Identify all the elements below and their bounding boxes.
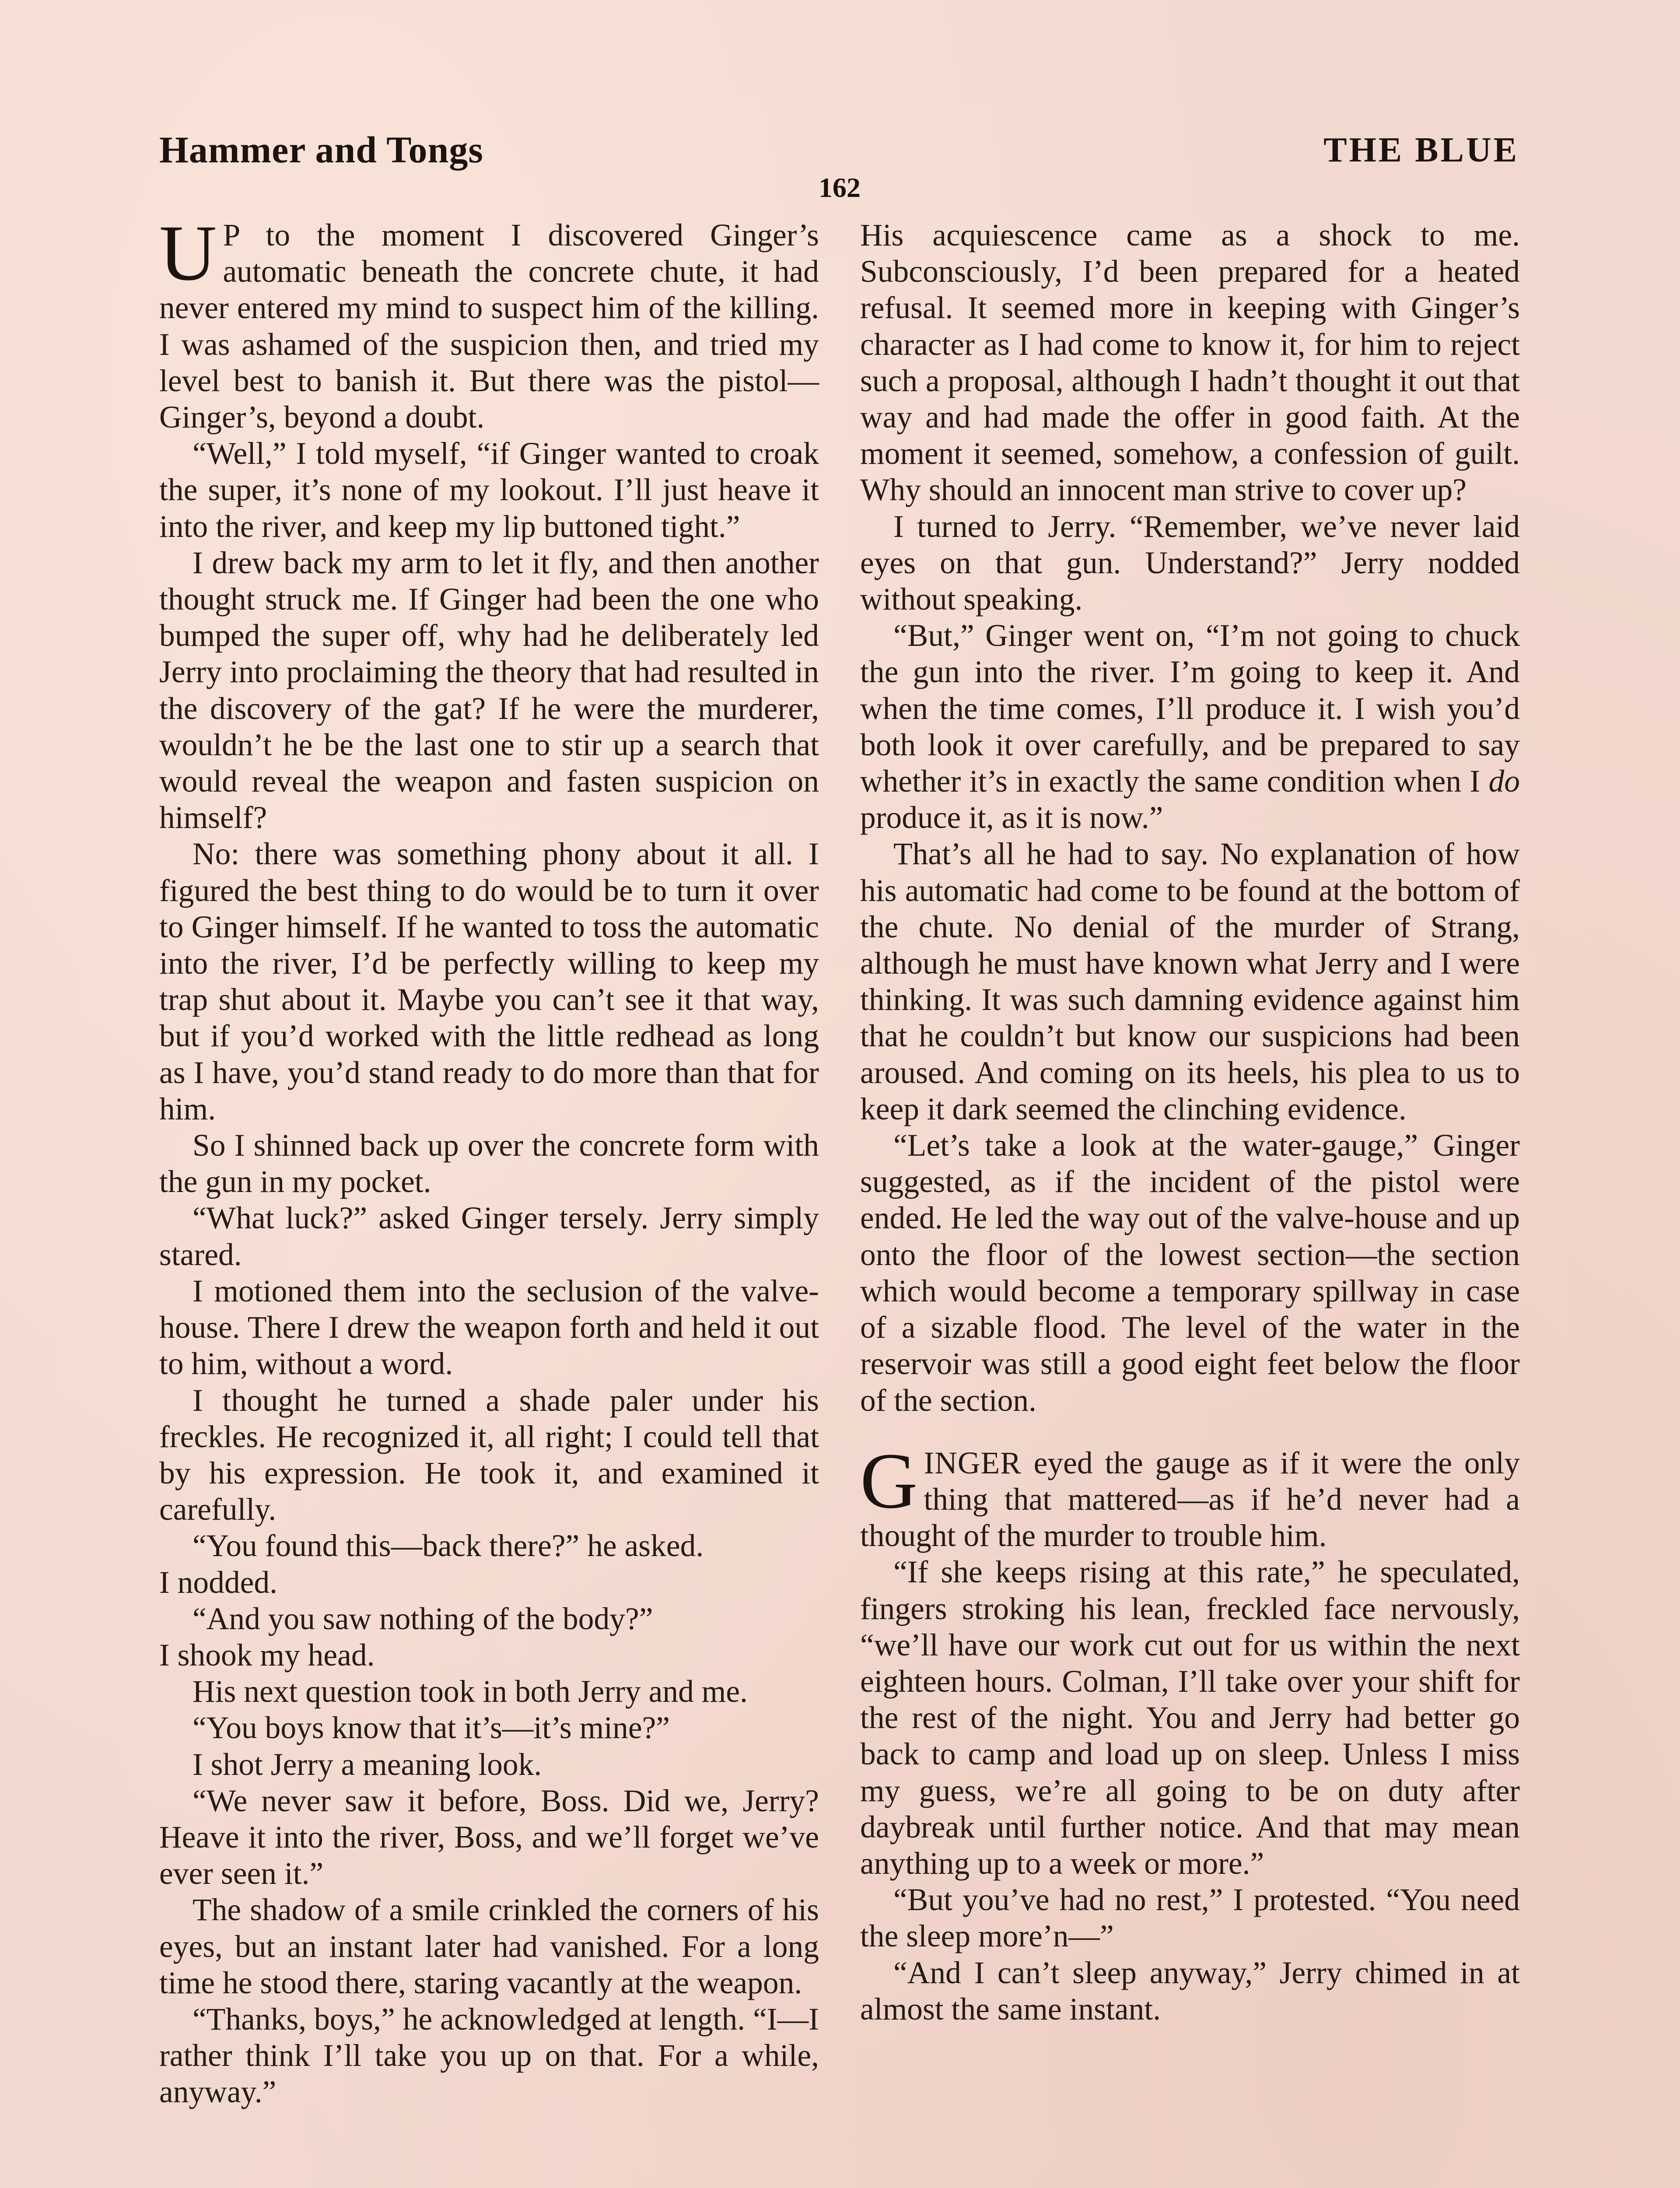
paragraph: His acquiescence came as a shock to me. Subconsciously, I’d been prepared for a heated refusal. It seemed more in keeping with Ginger’s character as I had come to know it, for him to reject such a proposal, although I hadn’t thought it out that way and had made the offer in good faith. At the moment it seemed, somehow, a confession of guilt. Why should an innocent man strive to cover up? (860, 218, 1520, 508)
paragraph: “You boys know that it’s—it’s mine?” (192, 1711, 670, 1746)
paragraph: I shot Jerry a meaning look. (192, 1747, 542, 1782)
paragraph: “If she keeps rising at this rate,” he speculated, fingers stroking his lean, freckled face nervously, “we’ll have our work cut out for us within the next eighteen hours. Colman, I’ll take over your shift for the rest of the night. You and Jerry had better go back to camp and load up on sleep. Unless I miss my guess, we’re all going to be on duty after daybreak until further notice. And that may mean anything up to a week or more.” (860, 1555, 1520, 1881)
paragraph: His next question took in both Jerry and me. (192, 1674, 748, 1709)
page-number: 162 (819, 172, 861, 203)
paragraph: No: there was something phony about it all. I figured the best thing to do would be to turn it over to Ginger himself. If he wanted to toss the automatic into the river, I’d be perfectly willing to keep my trap shut about it. Maybe you can’t see it that way, but if you’d worked with the little redhead as long as I have, you’d stand ready to do more than that for him. (159, 837, 819, 1126)
paragraph-text: eyed the gauge as if it were the only thing that mattered—as if he’d never had a thought of the murder to trouble him. (860, 1445, 1520, 1553)
drop-cap: U (159, 209, 217, 297)
right-text-column (860, 217, 1520, 2027)
paragraph: That’s all he had to say. No explanation of how his automatic had come to be found at the bottom of the chute. No denial of the murder of Strang, although he must have known what Jerry and I were thinking. It was such damning evidence against him that he couldn’t but know our suspicions had been aroused. And coming on its heels, his plea to us to keep it dark seemed the clinching evidence. (860, 837, 1520, 1126)
section-opening-paragraph (860, 1437, 1520, 1554)
paragraph: “Let’s take a look at the water-gauge,” Ginger suggested, as if the incident of the pistol were ended. He led the way out of the valve-house and up onto the floor of the lowest section—the section which would become a temporary spillway in case of a sizable flood. The level of the water in the reservoir was still a good eight feet below the floor of the section. (860, 1128, 1520, 1418)
paragraph: I shook my head. (159, 1637, 375, 1673)
paragraph: “And I can’t sleep anyway,” Jerry chimed in at almost the same instant. (860, 1955, 1520, 2027)
running-head-magazine-title: THE BLUE (1323, 131, 1519, 169)
paragraph: I drew back my arm to let it fly, and then another thought struck me. If Ginger had been the one who bumped the super off, why had he deliberately led Jerry into proclaiming the theory that had resulted in the discovery of the gat? If he were the murderer, wouldn’t he be the last one to stir up a search that would reveal the weapon and fasten suspicion on himself? (159, 545, 819, 835)
paragraph: I motioned them into the seclusion of the valve-house. There I drew the weapon forth and held it out to him, without a word. (159, 1273, 819, 1382)
paragraph: “What luck?” asked Ginger tersely. Jerry simply stared. (159, 1201, 819, 1272)
paragraph: I thought he turned a shade paler under his freckles. He recognized it, all right; I could tell that by his expression. He took it, and examined it carefully. (159, 1383, 819, 1527)
paragraph: “Well,” I told myself, “if Ginger wanted to croak the super, it’s none of my lookout. I’ll just heave it into the river, and keep my lip buttoned tight.” (159, 436, 819, 544)
paragraph: “You found this—back there?” he asked. (192, 1529, 704, 1564)
drop-cap: G (860, 1437, 918, 1525)
paragraph: I turned to Jerry. “Remember, we’ve never laid eyes on that gun. Understand?” Jerry nodded without speaking. (860, 509, 1520, 617)
paragraph-text: P to the moment I discovered Ginger’s automatic beneath the concrete chute, it had never entered my mind to suspect him of the killing. I was ashamed of the suspicion then, and tried my level best to banish it. But there was the pistol—Ginger’s, beyond a doubt. (159, 218, 819, 435)
paragraph-text: produce it, as it is now.” (860, 800, 1163, 835)
paragraph-text: “But,” Ginger went on, “I’m not going to chuck the gun into the river. I’m going to keep it. And when the time comes, I’ll produce it. I wish you’d both look it over carefully, and be prepared to say whether it’s in exactly the same condition when I (860, 618, 1520, 799)
paragraph: So I shinned back up over the concrete form with the gun in my pocket. (159, 1128, 819, 1199)
paragraph (860, 617, 1520, 836)
paragraph: “And you saw nothing of the body?” (192, 1601, 653, 1636)
paragraph: The shadow of a smile crinkled the corners of his eyes, but an instant later had vanished. For a long time he stood there, staring vacantly at the weapon. (159, 1893, 819, 2000)
paragraph (159, 209, 819, 435)
left-text-column (159, 209, 819, 2111)
small-caps-lead: INGER (924, 1445, 1022, 1480)
paragraph: “We never saw it before, Boss. Did we, Jerry? Heave it into the river, Boss, and we’ll forget we’ve ever seen it.” (159, 1783, 819, 1891)
emphasis-text: do (1488, 764, 1520, 799)
paragraph: “But you’ve had no rest,” I protested. “You need the sleep more’n—” (860, 1883, 1520, 1954)
running-head-story-title: Hammer and Tongs (159, 129, 483, 171)
paragraph: “Thanks, boys,” he acknowledged at length. “I—I rather think I’ll take you up on that. For a while, anyway.” (159, 2002, 819, 2110)
paragraph: I nodded. (159, 1565, 278, 1600)
